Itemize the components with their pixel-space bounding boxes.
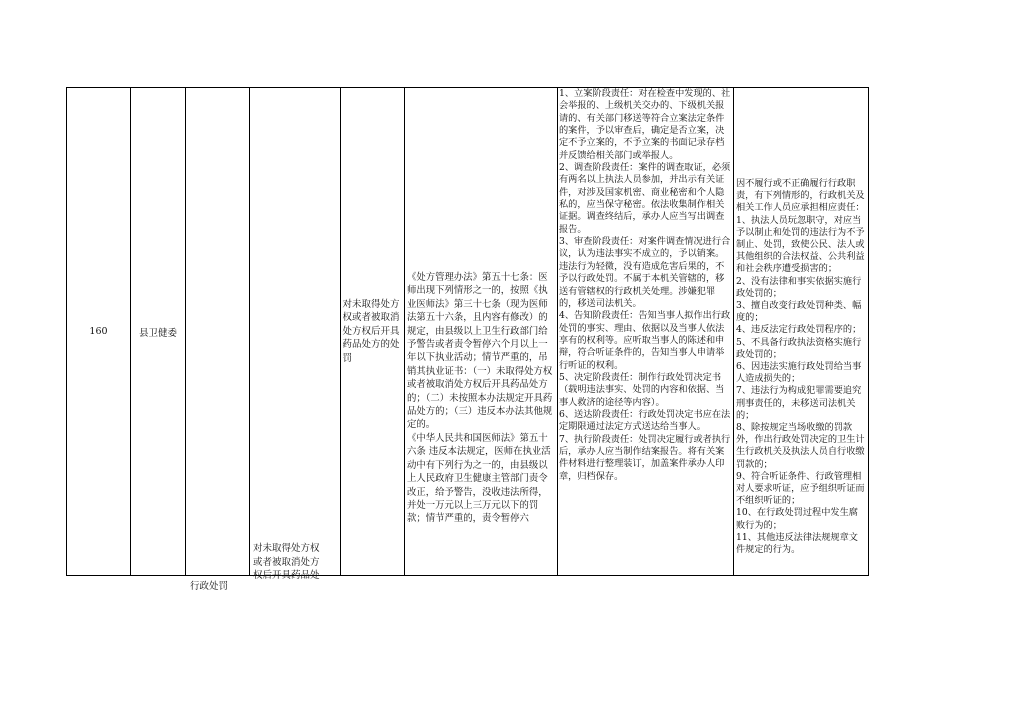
col-border-6 <box>557 87 558 576</box>
legal-basis-text: 《处方管理办法》第五十七条：医师出现下列情形之一的，按照《执业医师法》第三十七条（现为医师法第五十六条，且内容有修改）的规定，由县级以上卫生行政部门给予警告或者责令暂停六个月以上一年以下执业活动；情节严重的，吊销其执业证书：（一）未取得处方权或者被取消处方权后开具药品处方的；（二）未按照本办法规定开具药品处方的；（三）违反本办法其他规定的。 《中华人民共和国医师法》第五十六条 违反本法规定，医师在执业活动中有下列行为之一的，由县级以上人民政府卫生健康主管部门责令改正，给予警告，没收违法所得，并处一万元以上三万元以下的罚款；情节严重的，责令暂停六 <box>407 272 553 525</box>
item-name-overflow-text: 对未取得处方权 或者被取消处方 权后开具药品处 <box>253 543 320 581</box>
item-name-text: 对未取得处方权或者被取消处方权后开具药品处方的处罚 <box>342 298 400 364</box>
row-number: 160 <box>89 326 108 337</box>
col-border-2 <box>185 87 186 576</box>
col-border-5 <box>404 87 405 576</box>
table-bottom-border <box>66 575 869 576</box>
col-border-8 <box>868 87 869 576</box>
category-overflow-text: 行政处罚 <box>190 581 229 592</box>
item-name-cell <box>341 88 404 575</box>
col-border-3 <box>249 87 250 576</box>
accountability-text: 因不履行或不正确履行行政职责，有下列情形的，行政机关及相关工作人员应承担相应责任： 1、执法人员玩忽职守，对应当予以制止和处罚的违法行为不予制止、处罚，致使公民、法人或其他组织的合法权益、公共利益和社会秩序遭受损害的； 2、没有法律和事实依据实施行政处罚的； 3、擅自改变行政处罚种类、幅度的； 4、违反法定行政处罚程序的； 5、不具备行政执法资格实施行政处罚的； 6、因违法实施行政处罚给当事人造成损失的； 7、违法行为构成犯罪需要追究刑事责任的，未移送司法机关的； 8、除按规定当场收缴的罚款外，作出行政处罚决定的卫生计生行政机关及执法人员自行收缴罚款的； 9、符合听证条件、行政管理相对人要求听证，应予组织听证而不组织听证的； 10、在行政处罚过程中发生腐败行为的； 11、其他违反法律法规规章文件规定的行为。 <box>736 178 865 556</box>
col-border-7 <box>733 87 734 576</box>
table-top-border <box>66 87 869 88</box>
responsibilities-text: 1、立案阶段责任：对在检查中发现的、社会举报的、上级机关交办的、下级机关报请的、有关部门移送等符合立案法定条件的案件，予以审查后，确定是否立案，决定不予立案的，不予立案的书面记录存档并反馈给相关部门或举报人。 2、调查阶段责任：案件的调查取证，必须有两名以上执法人员参加，并出示有关证件，对涉及国家机密、商业秘密和个人隐私的，应当保守秘密。依法收集制作相关证据。调查终结后，承办人应当写出调查报告。 3、审查阶段责任：对案件调查情况进行合议，认为违法事实不成立的，予以销案。违法行为轻微，没有造成危害后果的，不予以行政处罚。不属于本机关管辖的，移送有管辖权的行政机关处理。涉嫌犯罪的，移送司法机关。 4、告知阶段责任：告知当事人拟作出行政处罚的事实、理由、依据以及当事人依法享有的权利等。应听取当事人的陈述和申辩，符合听证条件的，告知当事人申请举行听证的权利。 5、决定阶段责任：制作行政处罚决定书（载明违法事实、处罚的内容和依据、当事人救济的途径等内容）。 6、送达阶段责任：行政处罚决定书应在法定期限通过法定方式送达给当事人。 7、执行阶段责任：处罚决定履行或者执行后，承办人应当制作结案报告。将有关案件材料进行整理装订，加盖案件承办人印章，归档保存。 <box>559 88 731 482</box>
department-cell: 县卫健委 <box>138 327 177 339</box>
